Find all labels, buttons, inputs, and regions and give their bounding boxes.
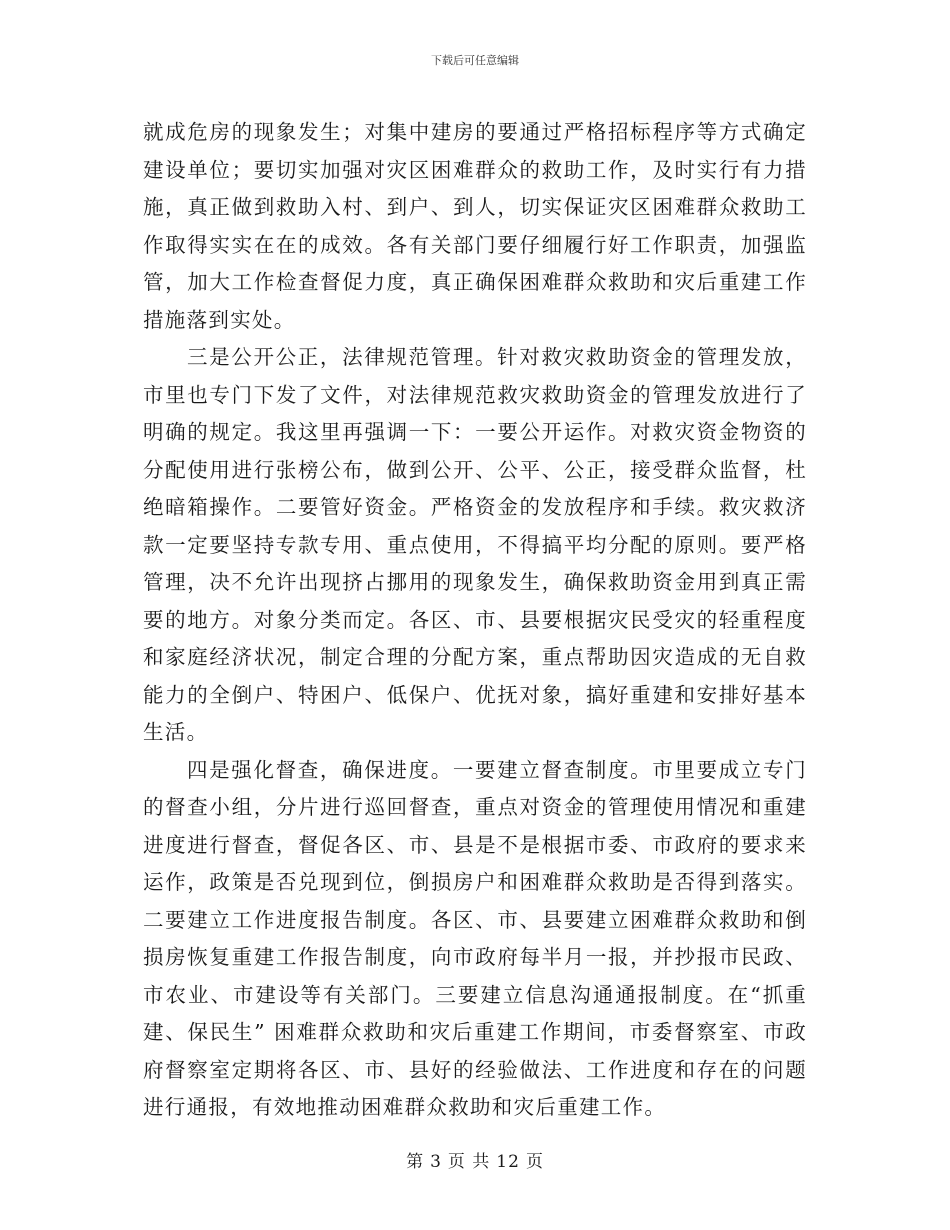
page-number-footer — [0, 1151, 950, 1173]
body-paragraph-continued: 就成危房的现象发生；对集中建房的要通过严格招标程序等方式确定建设单位；要切实加强对灾区困难群众的救助工作，及时实行有力措施，真正做到救助入村、到户、到人，切实保证灾区困难群众救助工作取得实实在在的成效。各有关部门要仔细履行好工作职责，加强监管，加大工作检查督促力度，真正确保困难群众救助和灾后重建工作措施落到实处。 — [143, 120, 807, 332]
footer-current-page: 3 — [430, 1152, 442, 1172]
body-paragraph-three: 三是公开公正，法律规范管理。针对救灾救助资金的管理发放，市里也专门下发了文件，对法律规范救灾救助资金的管理发放进行了明确的规定。我这里再强调一下：一要公开运作。对救灾资金物资的分配使用进行张榜公布，做到公开、公平、公正，接受群众监督，杜绝暗箱操作。二要管好资金。严格资金的发放程序和手续。救灾救济款一定要坚持专款专用、重点使用，不得搞平均分配的原则。要严格管理，决不允许出现挤占挪用的现象发生，确保救助资金用到真正需要的地方。对象分类而定。各区、市、县要根据灾民受灾的轻重程度和家庭经济状况，制定合理的分配方案，重点帮助因灾造成的无自救能力的全倒户、特困户、低保户、优抚对象，搞好重建和安排好基本生活。 — [143, 345, 807, 744]
footer-suffix: 页 — [525, 1152, 544, 1172]
footer-prefix: 第 — [406, 1152, 425, 1172]
footer-total-pages: 12 — [496, 1152, 520, 1172]
footer-middle: 页 共 — [447, 1152, 491, 1172]
document-body — [143, 114, 807, 1127]
page-header-note: 下载后可任意编辑 — [431, 54, 519, 67]
body-paragraph-four: 四是强化督查，确保进度。一要建立督查制度。市里要成立专门的督查小组，分片进行巡回督查，重点对资金的管理使用情况和重建进度进行督查，督促各区、市、县是不是根据市委、市政府的要求来运作，政策是否兑现到位，倒损房户和困难群众救助是否得到落实。二要建立工作进度报告制度。各区、市、县要建立困难群众救助和倒损房恢复重建工作报告制度，向市政府每半月一报，并抄报市民政、市农业、市建设等有关部门。三要建立信息沟通通报制度。在“抓重建、保民生” 困难群众救助和灾后重建工作期间，市委督察室、市政府督察室定期将各区、市、县好的经验做法、工作进度和存在的问题进行通报，有效地推动困难群众救助和灾后重建工作。 — [143, 757, 807, 1119]
